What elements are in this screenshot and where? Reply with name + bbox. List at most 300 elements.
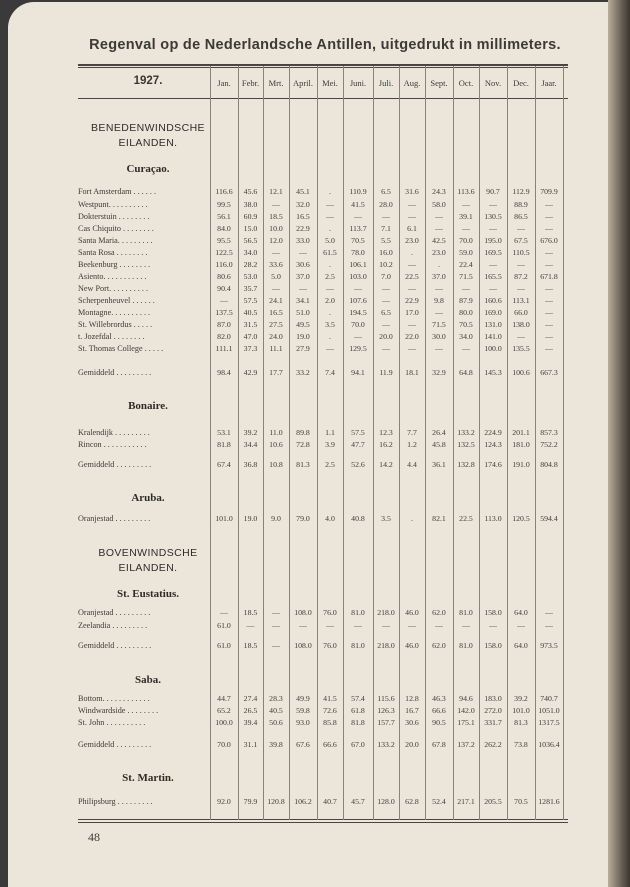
rainfall-value: 1.1 [325,428,335,437]
rainfall-value: 16.2 [379,440,393,449]
table-row [0,459,614,470]
rainfall-value: — [489,284,497,293]
rainfall-value: — [545,608,553,617]
rainfall-value: 71.5 [432,320,446,329]
rainfall-value: 7.1 [381,224,391,233]
rainfall-value: . [329,260,331,269]
rainfall-value: 12.1 [269,187,283,196]
rainfall-value: 18.5 [269,212,283,221]
rainfall-value: 19.0 [296,332,310,341]
rainfall-value: 51.0 [296,308,310,317]
rainfall-value: 857.3 [540,428,558,437]
rainfall-value: 12.8 [405,694,419,703]
rainfall-value: 160.6 [484,296,502,305]
rainfall-value: 17.0 [405,308,419,317]
rainfall-value: 17.7 [269,368,283,377]
table-row [0,427,614,438]
rainfall-value: 671.8 [540,272,558,281]
rainfall-value: 218.0 [377,641,395,650]
rainfall-value: — [272,284,280,293]
rainfall-value: 87.2 [514,272,528,281]
rainfall-value: — [272,248,280,257]
rainfall-value: — [299,284,307,293]
rainfall-value: 174.6 [484,460,502,469]
page-title: Regenval op de Nederlandsche Antillen, uitgedrukt in millimeters. [89,37,561,53]
rainfall-value: 133.2 [457,428,475,437]
rainfall-value: 66.0 [514,308,528,317]
rainfall-value: — [299,621,307,630]
table-row [0,367,614,378]
rainfall-value: 130.5 [484,212,502,221]
table-row [0,640,614,651]
group-label-line: BENEDENWINDSCHE [91,122,205,134]
rainfall-value: . [329,308,331,317]
rainfall-value: 70.0 [459,236,473,245]
rainfall-value: 132.5 [457,440,475,449]
rainfall-value: 52.6 [351,460,365,469]
table-row [0,223,614,234]
rainfall-value: — [326,212,334,221]
rainfall-value: 18.1 [405,368,419,377]
rainfall-value: — [545,344,553,353]
island-st-martin: St. Martin. [122,772,174,784]
rainfall-value: 87.9 [459,296,473,305]
rainfall-value: 81.0 [459,608,473,617]
rainfall-value: — [326,344,334,353]
rainfall-value: 38.0 [243,200,258,209]
rainfall-value: 23.0 [405,236,419,245]
group-label-line: BOVENWINDSCHE [98,547,198,559]
station-name: Montagne. . . . . . . . . . [78,308,151,317]
table-row [0,331,614,342]
rainfall-value: 81.3 [514,718,528,727]
rainfall-value: 22.0 [405,332,419,341]
station-name: Dokterstuin . . . . . . . . [78,212,150,221]
rainfall-value: — [517,224,525,233]
table-row [0,607,614,618]
rainfall-value: — [246,621,255,630]
group-label-line: EILANDEN. [118,137,178,149]
rainfall-value: 194.5 [349,308,367,317]
station-name: Gemiddeld . . . . . . . . . [78,740,152,749]
group-label-line: EILANDEN. [118,562,178,574]
rainfall-value: 32.9 [432,368,446,377]
rainfall-value: 31.5 [243,320,258,329]
station-name: Beekenburg . . . . . . . . [78,260,151,269]
table-row [0,295,614,306]
rainfall-value: 66.6 [323,740,337,749]
rainfall-value: — [220,608,228,617]
rainfall-value: 667.3 [540,368,558,377]
rainfall-value: 113.6 [457,187,475,196]
station-name: Rincon . . . . . . . . . . . [78,440,147,449]
table-row [0,705,614,716]
rainfall-value: 19.0 [243,514,258,523]
rainfall-value: 2.5 [325,272,335,281]
table-row [0,513,614,524]
table-row [0,796,614,807]
rainfall-value: 67.6 [296,740,310,749]
rainfall-value: 27.4 [243,694,258,703]
rainfall-value: 5.0 [271,272,281,281]
rainfall-value: 137.2 [457,740,475,749]
rainfall-value: 10.0 [269,224,283,233]
rainfall-value: — [489,260,497,269]
rainfall-value: 35.7 [243,284,258,293]
rainfall-value: — [462,344,470,353]
rainfall-value: 94.6 [459,694,473,703]
rainfall-value: 37.3 [243,344,258,353]
island-st-eustatius: St. Eustatius. [116,588,180,600]
rainfall-value: 131.0 [484,320,502,329]
rainfall-value: — [382,344,390,353]
rainfall-value: — [408,212,416,221]
rainfall-value: 120.8 [267,797,285,806]
rainfall-value: 62.8 [405,797,419,806]
rainfall-value: — [326,284,334,293]
rainfall-value: 72.8 [296,440,310,449]
rainfall-value: — [435,308,443,317]
station-name: Asiento. . . . . . . . . . . [78,272,147,281]
rainfall-value: 6.5 [381,187,391,196]
table-year: 1927. [133,75,163,87]
column-header: Nov. [484,78,502,88]
rainfall-value: 138.0 [512,320,530,329]
rainfall-value: 42.9 [243,368,258,377]
rainfall-value: 32.0 [296,200,310,209]
rainfall-value: 133.2 [377,740,395,749]
rainfall-value: — [408,344,416,353]
rainfall-value: 9.8 [434,296,444,305]
rainfall-value: — [545,621,553,630]
rainfall-value: 66.6 [432,706,446,715]
rainfall-value: 14.2 [379,460,393,469]
rainfall-value: 7.4 [325,368,335,377]
rainfall-value: — [408,200,416,209]
rainfall-value: 804.8 [540,460,558,469]
rainfall-value: 23.0 [432,248,446,257]
station-name: St. Willebrordus . . . . . [78,320,153,329]
rainfall-value: 165.5 [484,272,502,281]
rainfall-value: 64.0 [514,608,528,617]
rainfall-value: 39.2 [514,694,528,703]
rainfall-value: 41.5 [323,694,337,703]
rainfall-value: 84.0 [217,224,231,233]
rainfall-value: — [408,320,416,329]
rainfall-value: — [462,200,470,209]
rainfall-value: 137.5 [215,308,233,317]
rainfall-value: 95.5 [217,236,231,245]
rainfall-value: 40.5 [269,706,283,715]
station-name: Philipsburg . . . . . . . . . [78,797,153,806]
rainfall-value: 41.5 [351,200,365,209]
rainfall-value: 4.4 [407,460,417,469]
rainfall-value: 158.0 [484,641,502,650]
rainfall-value: 49.9 [296,694,310,703]
rainfall-value: 1.2 [407,440,417,449]
rainfall-value: 71.5 [459,272,473,281]
rainfall-value: 82.1 [432,514,446,523]
rainfall-value: 175.1 [457,718,475,727]
rainfall-value: 3.9 [325,440,335,449]
rainfall-value: 709.9 [540,187,558,196]
table-row [0,235,614,246]
rainfall-value: 76.0 [323,608,337,617]
rainfall-value: 103.0 [349,272,367,281]
station-name: Santa Maria. . . . . . . . . [78,236,153,245]
station-name: Bottom. . . . . . . . . . . . [78,694,150,703]
rainfall-value: 46.0 [405,641,419,650]
rainfall-value: 31.6 [405,187,419,196]
rainfall-value: — [220,296,228,305]
rainfall-value: 36.8 [243,460,258,469]
rainfall-value: 110.9 [349,187,367,196]
rainfall-value: 115.6 [377,694,395,703]
rainfall-value: — [272,608,280,617]
table-row [0,439,614,450]
rainfall-value: . [438,260,440,269]
rainfall-value: 20.0 [405,740,419,749]
station-name: t. Jozefdal . . . . . . . . [78,332,145,341]
rainfall-value: — [545,212,553,221]
rainfall-value: — [435,344,443,353]
rainfall-value: 44.7 [217,694,231,703]
rainfall-value: — [545,260,553,269]
rainfall-value: 30.0 [432,332,446,341]
table-row [0,343,614,354]
rainfall-value: 37.0 [296,272,310,281]
rainfall-value: 157.7 [377,718,395,727]
table-row [0,247,614,258]
rainfall-value: 39.8 [269,740,283,749]
rainfall-value: 183.0 [484,694,502,703]
rainfall-value: — [435,212,443,221]
island-curacao: Curaçao. [126,163,170,175]
rainfall-value: 11.9 [379,368,393,377]
station-name: St. John . . . . . . . . . . [78,718,146,727]
rainfall-value: 15.0 [243,224,258,233]
rainfall-value: 752.2 [540,440,558,449]
rainfall-value: 24.0 [269,332,283,341]
table-row [0,211,614,222]
rainfall-value: . [329,224,331,233]
rainfall-value: — [382,284,390,293]
rainfall-value: 72.6 [323,706,337,715]
rainfall-value: — [354,212,362,221]
rainfall-value: 110.5 [512,248,530,257]
rainfall-value: 46.0 [405,608,419,617]
rainfall-value: 169.5 [484,248,502,257]
rainfall-value: — [545,248,553,257]
rainfall-value: — [326,621,334,630]
rainfall-value: 88.9 [514,200,528,209]
rainfall-value: 39.1 [459,212,473,221]
rainfall-value: 81.3 [296,460,310,469]
rainfall-value: 90.4 [217,284,231,293]
rainfall-value: . [411,248,413,257]
rainfall-value: 67.8 [432,740,446,749]
rainfall-value: 1317.5 [538,718,560,727]
station-name: Oranjestad . . . . . . . . . [78,514,151,523]
rainfall-value: 27.9 [296,344,310,353]
rainfall-value: 9.0 [271,514,281,523]
rainfall-value: 34.1 [296,296,310,305]
rainfall-value: 36.1 [432,460,446,469]
rainfall-value: 5.0 [325,236,335,245]
rainfall-value: — [382,212,390,221]
rainfall-value: 39.4 [243,718,258,727]
rainfall-value: 6.1 [407,224,417,233]
rainfall-value: 111.1 [215,344,233,353]
rainfall-value: — [545,200,553,209]
rainfall-value: 11.1 [269,344,283,353]
rainfall-value: 67.0 [351,740,365,749]
rainfall-value: 30.6 [405,718,419,727]
rainfall-value: — [272,621,280,630]
rainfall-value: 90.7 [486,187,500,196]
table-top-rule [78,64,568,66]
rainfall-value: 70.5 [351,236,365,245]
rainfall-value: 100.6 [512,368,530,377]
rainfall-value: — [382,296,390,305]
rainfall-value: 47.7 [351,440,365,449]
rainfall-value: — [354,284,362,293]
rainfall-value: 106.2 [294,797,312,806]
rainfall-value: 26.5 [243,706,258,715]
rainfall-value: — [489,224,497,233]
rainfall-value: 80.0 [459,308,473,317]
table-row [0,199,614,210]
rainfall-value: — [299,248,307,257]
rainfall-value: 26.4 [432,428,446,437]
rainfall-value: 70.5 [459,320,473,329]
rainfall-value: 16.5 [269,308,283,317]
station-name: Gemiddeld . . . . . . . . . [78,368,152,377]
rainfall-value: 7.7 [407,428,417,437]
rainfall-value: 126.3 [377,706,395,715]
table-row [0,283,614,294]
table-row [0,717,614,728]
rainfall-value: 80.6 [217,272,231,281]
table-row [0,271,614,282]
column-header: Juli. [378,78,394,88]
column-header: Mrt. [268,78,284,88]
rainfall-value: 124.3 [484,440,502,449]
rainfall-value: 113.0 [484,514,502,523]
rainfall-value: 67.5 [514,236,528,245]
rainfall-value: 40.8 [351,514,365,523]
table-row [0,693,614,704]
rainfall-value: 49.5 [296,320,310,329]
rainfall-value: 45.6 [243,187,258,196]
column-header: Mei. [322,78,338,88]
rainfall-value: 16.0 [379,248,393,257]
rainfall-value: — [354,332,362,341]
rainfall-value: — [354,621,362,630]
rainfall-value: 56.1 [217,212,231,221]
rainfall-value: 61.5 [323,248,337,257]
rainfall-value: — [545,332,553,341]
rainfall-value: — [462,621,470,630]
rainfall-value: 57.4 [351,694,365,703]
rainfall-value: 2.0 [325,296,335,305]
rainfall-value: 81.8 [351,718,365,727]
column-header: Dec. [513,78,529,88]
rainfall-value: 33.0 [296,236,310,245]
rainfall-value: — [435,621,443,630]
rainfall-value: 129.5 [349,344,367,353]
station-name: New Port. . . . . . . . . . [78,284,149,293]
station-name: Scherpenheuvel . . . . . . [78,296,155,305]
rainfall-value: 56.5 [243,236,258,245]
rainfall-value: — [462,284,470,293]
rainfall-value: 195.0 [484,236,502,245]
rainfall-value: 87.0 [217,320,231,329]
rainfall-value: 22.4 [459,260,473,269]
station-name: Windwardside . . . . . . . . [78,706,159,715]
rainfall-value: 62.0 [432,608,446,617]
rainfall-value: 1036.4 [538,740,560,749]
column-header: Sept. [430,78,448,88]
rainfall-value: 135.5 [512,344,530,353]
station-name: Westpunt. . . . . . . . . . [78,200,148,209]
rainfall-value: 50.6 [269,718,283,727]
rainfall-value: — [517,260,525,269]
rainfall-value: 81.8 [217,440,231,449]
column-header: Aug. [403,78,421,88]
rainfall-value: 76.0 [323,641,337,650]
rainfall-value: 205.5 [484,797,502,806]
rainfall-value: 33.6 [269,260,283,269]
rainfall-value: 5.5 [381,236,391,245]
station-name: Kralendijk . . . . . . . . . [78,428,150,437]
rainfall-value: — [517,621,525,630]
rainfall-value: 100.0 [215,718,233,727]
rainfall-value: 1281.6 [538,797,560,806]
island-aruba: Aruba. [131,492,165,504]
column-header: Juni. [349,78,367,88]
rainfall-value: 33.2 [296,368,310,377]
rainfall-value: — [489,200,497,209]
rainfall-value: 61.0 [217,621,231,630]
rainfall-value: 2.5 [325,460,335,469]
rainfall-value: 112.9 [512,187,530,196]
rainfall-value: 272.0 [484,706,502,715]
rainfall-value: 24.3 [432,187,446,196]
rainfall-value: 79.0 [296,514,310,523]
group-bovenwindsche [78,546,218,576]
rainfall-value: 128.0 [377,797,395,806]
rainfall-value: 62.0 [432,641,446,650]
rainfall-value: 34.4 [243,440,258,449]
station-name: Santa Rosa . . . . . . . . [78,248,148,257]
rainfall-value: — [272,200,280,209]
page-number: 48 [88,830,100,844]
rainfall-value: 142.0 [457,706,475,715]
station-name: Gemiddeld . . . . . . . . . [78,641,152,650]
rainfall-value: 973.5 [540,641,558,650]
rainfall-value: 24.1 [269,296,283,305]
rainfall-value: — [462,224,470,233]
rainfall-value: 30.6 [296,260,310,269]
rainfall-value: 57.5 [243,296,258,305]
column-header: Febr. [241,78,260,88]
column-header: Jaar. [541,78,557,88]
rainfall-value: 18.5 [243,641,258,650]
rainfall-value: — [489,621,497,630]
island-bonaire: Bonaire. [128,400,168,412]
rainfall-value: 85.8 [323,718,337,727]
